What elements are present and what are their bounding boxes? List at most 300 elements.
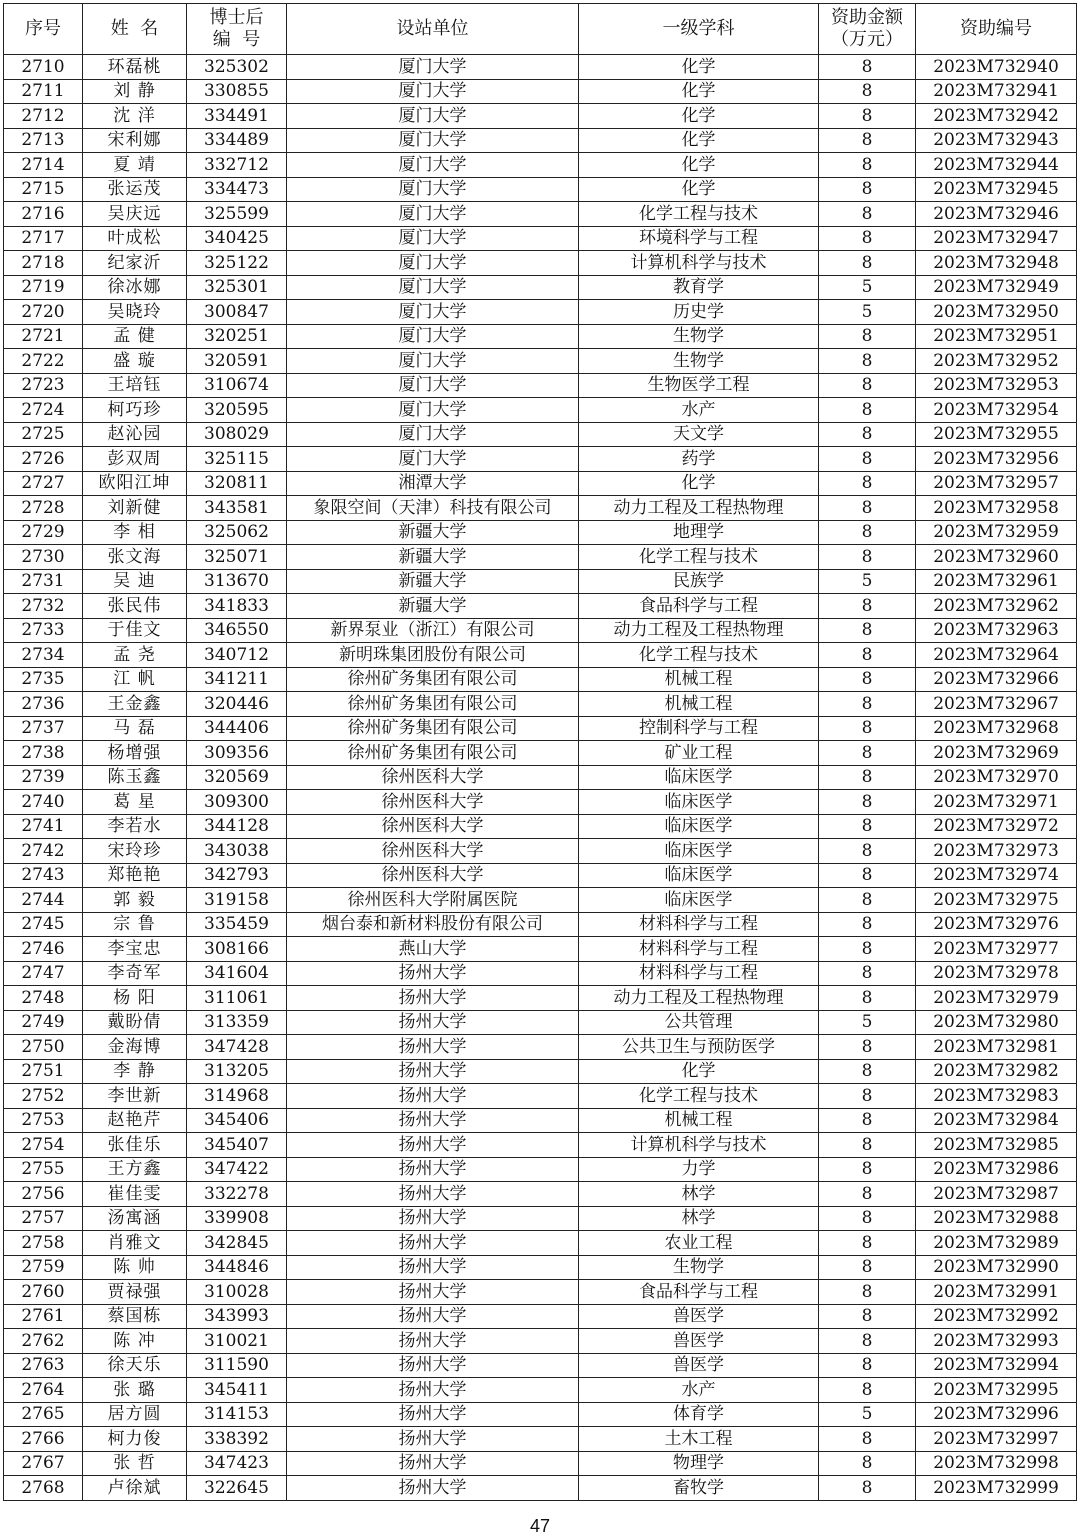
cell-grant-number: 2023M732948 (916, 251, 1077, 276)
cell-postdoc-number: 325115 (187, 447, 287, 472)
cell-postdoc-number: 308029 (187, 422, 287, 447)
cell-name: 夏 靖 (83, 153, 187, 178)
cell-amount: 8 (819, 202, 916, 227)
cell-grant-number: 2023M732970 (916, 765, 1077, 790)
header-postdoc-number-line2: 编 号 (212, 29, 261, 50)
cell-unit: 厦门大学 (287, 447, 579, 472)
cell-postdoc-number: 339908 (187, 1206, 287, 1231)
cell-postdoc-number: 341604 (187, 961, 287, 986)
cell-amount: 5 (819, 275, 916, 300)
cell-unit: 徐州矿务集团有限公司 (287, 667, 579, 692)
cell-discipline: 化学 (579, 104, 819, 129)
cell-amount: 8 (819, 594, 916, 619)
cell-name: 李 静 (83, 1059, 187, 1084)
cell-postdoc-number: 343581 (187, 496, 287, 521)
cell-discipline: 教育学 (579, 275, 819, 300)
cell-discipline: 机械工程 (579, 692, 819, 717)
cell-grant-number: 2023M732972 (916, 814, 1077, 839)
cell-grant-number: 2023M732947 (916, 226, 1077, 251)
cell-grant-number: 2023M732940 (916, 55, 1077, 80)
cell-postdoc-number: 347423 (187, 1451, 287, 1476)
cell-discipline: 兽医学 (579, 1329, 819, 1354)
cell-grant-number: 2023M732986 (916, 1157, 1077, 1182)
cell-discipline: 农业工程 (579, 1231, 819, 1256)
cell-discipline: 材料科学与工程 (579, 912, 819, 937)
table-row (4, 741, 1077, 766)
cell-amount: 8 (819, 520, 916, 545)
cell-amount: 8 (819, 226, 916, 251)
cell-unit: 厦门大学 (287, 202, 579, 227)
cell-amount: 8 (819, 251, 916, 276)
cell-unit: 扬州大学 (287, 1378, 579, 1403)
cell-name: 金海博 (83, 1035, 187, 1060)
cell-discipline: 化学 (579, 177, 819, 202)
cell-unit: 扬州大学 (287, 1157, 579, 1182)
table-row (4, 1451, 1077, 1476)
cell-amount: 8 (819, 545, 916, 570)
cell-amount: 8 (819, 863, 916, 888)
cell-seq: 2762 (4, 1329, 83, 1354)
cell-seq: 2713 (4, 128, 83, 153)
cell-grant-number: 2023M732943 (916, 128, 1077, 153)
cell-seq: 2716 (4, 202, 83, 227)
cell-name: 沈 洋 (83, 104, 187, 129)
header-postdoc-number (187, 4, 287, 55)
cell-unit: 扬州大学 (287, 1133, 579, 1158)
cell-postdoc-number: 325122 (187, 251, 287, 276)
cell-unit: 扬州大学 (287, 1108, 579, 1133)
cell-postdoc-number: 313205 (187, 1059, 287, 1084)
cell-seq: 2761 (4, 1304, 83, 1329)
cell-postdoc-number: 342793 (187, 863, 287, 888)
header-unit: 设站单位 (287, 4, 579, 55)
cell-postdoc-number: 342845 (187, 1231, 287, 1256)
cell-name: 张佳乐 (83, 1133, 187, 1158)
cell-amount: 8 (819, 153, 916, 178)
cell-amount: 8 (819, 667, 916, 692)
header-row (4, 4, 1077, 55)
cell-amount: 8 (819, 1329, 916, 1354)
cell-discipline: 药学 (579, 447, 819, 472)
cell-discipline: 化学 (579, 55, 819, 80)
cell-postdoc-number: 347422 (187, 1157, 287, 1182)
cell-seq: 2732 (4, 594, 83, 619)
cell-amount: 8 (819, 128, 916, 153)
cell-name: 王方鑫 (83, 1157, 187, 1182)
cell-grant-number: 2023M732997 (916, 1427, 1077, 1452)
cell-grant-number: 2023M732960 (916, 545, 1077, 570)
cell-postdoc-number: 310674 (187, 373, 287, 398)
cell-amount: 8 (819, 986, 916, 1011)
cell-seq: 2728 (4, 496, 83, 521)
cell-grant-number: 2023M732966 (916, 667, 1077, 692)
cell-name: 陈 冲 (83, 1329, 187, 1354)
cell-unit: 扬州大学 (287, 961, 579, 986)
cell-unit: 新界泵业（浙江）有限公司 (287, 618, 579, 643)
cell-postdoc-number: 341833 (187, 594, 287, 619)
cell-unit: 厦门大学 (287, 226, 579, 251)
cell-amount: 8 (819, 790, 916, 815)
cell-name: 宋玲珍 (83, 839, 187, 864)
table-row (4, 1353, 1077, 1378)
cell-seq: 2743 (4, 863, 83, 888)
cell-unit: 厦门大学 (287, 153, 579, 178)
table-row (4, 1084, 1077, 1109)
cell-name: 宋利娜 (83, 128, 187, 153)
cell-grant-number: 2023M732983 (916, 1084, 1077, 1109)
cell-postdoc-number: 313359 (187, 1010, 287, 1035)
cell-unit: 扬州大学 (287, 986, 579, 1011)
award-table-container (3, 3, 1076, 1501)
cell-postdoc-number: 325301 (187, 275, 287, 300)
cell-seq: 2720 (4, 300, 83, 325)
cell-discipline: 兽医学 (579, 1353, 819, 1378)
cell-unit: 厦门大学 (287, 55, 579, 80)
header-amount (819, 4, 916, 55)
cell-postdoc-number: 314968 (187, 1084, 287, 1109)
cell-amount: 8 (819, 324, 916, 349)
cell-discipline: 计算机科学与技术 (579, 251, 819, 276)
cell-postdoc-number: 346550 (187, 618, 287, 643)
cell-postdoc-number: 332712 (187, 153, 287, 178)
cell-seq: 2766 (4, 1427, 83, 1452)
table-row (4, 545, 1077, 570)
cell-amount: 8 (819, 447, 916, 472)
cell-postdoc-number: 313670 (187, 569, 287, 594)
table-row (4, 202, 1077, 227)
cell-grant-number: 2023M732957 (916, 471, 1077, 496)
cell-amount: 8 (819, 1084, 916, 1109)
cell-discipline: 动力工程及工程热物理 (579, 496, 819, 521)
table-row (4, 643, 1077, 668)
cell-name: 杨增强 (83, 741, 187, 766)
cell-grant-number: 2023M732980 (916, 1010, 1077, 1035)
cell-postdoc-number: 310028 (187, 1280, 287, 1305)
cell-name: 吴 迪 (83, 569, 187, 594)
cell-unit: 厦门大学 (287, 128, 579, 153)
table-row (4, 1378, 1077, 1403)
cell-name: 葛 星 (83, 790, 187, 815)
cell-name: 赵艳芹 (83, 1108, 187, 1133)
cell-grant-number: 2023M732944 (916, 153, 1077, 178)
cell-name: 李奇军 (83, 961, 187, 986)
cell-seq: 2741 (4, 814, 83, 839)
cell-postdoc-number: 311590 (187, 1353, 287, 1378)
cell-postdoc-number: 343993 (187, 1304, 287, 1329)
cell-grant-number: 2023M732963 (916, 618, 1077, 643)
cell-unit: 扬州大学 (287, 1084, 579, 1109)
cell-discipline: 体育学 (579, 1402, 819, 1427)
cell-amount: 8 (819, 1451, 916, 1476)
cell-discipline: 控制科学与工程 (579, 716, 819, 741)
cell-name: 郑艳艳 (83, 863, 187, 888)
table-row (4, 447, 1077, 472)
cell-seq: 2723 (4, 373, 83, 398)
header-amount-line2: （万元） (831, 29, 903, 50)
table-row (4, 1255, 1077, 1280)
cell-unit: 扬州大学 (287, 1255, 579, 1280)
cell-amount: 8 (819, 1255, 916, 1280)
cell-postdoc-number: 343038 (187, 839, 287, 864)
table-row (4, 814, 1077, 839)
table-row (4, 1402, 1077, 1427)
table-row (4, 667, 1077, 692)
cell-grant-number: 2023M732979 (916, 986, 1077, 1011)
cell-grant-number: 2023M732998 (916, 1451, 1077, 1476)
table-row (4, 422, 1077, 447)
cell-discipline: 林学 (579, 1206, 819, 1231)
cell-postdoc-number: 340712 (187, 643, 287, 668)
table-row (4, 1231, 1077, 1256)
cell-discipline: 临床医学 (579, 839, 819, 864)
cell-amount: 8 (819, 765, 916, 790)
cell-discipline: 力学 (579, 1157, 819, 1182)
cell-unit: 厦门大学 (287, 324, 579, 349)
cell-amount: 8 (819, 692, 916, 717)
cell-discipline: 物理学 (579, 1451, 819, 1476)
cell-postdoc-number: 325302 (187, 55, 287, 80)
table-body (4, 55, 1077, 1501)
cell-name: 肖雅文 (83, 1231, 187, 1256)
cell-postdoc-number: 338392 (187, 1427, 287, 1452)
cell-grant-number: 2023M732994 (916, 1353, 1077, 1378)
cell-seq: 2721 (4, 324, 83, 349)
cell-postdoc-number: 310021 (187, 1329, 287, 1354)
cell-name: 崔佳雯 (83, 1182, 187, 1207)
table-row (4, 1427, 1077, 1452)
cell-grant-number: 2023M732975 (916, 888, 1077, 913)
cell-unit: 徐州医科大学 (287, 863, 579, 888)
cell-amount: 8 (819, 1133, 916, 1158)
award-table (3, 3, 1077, 1501)
cell-name: 张运茂 (83, 177, 187, 202)
cell-name: 陈 帅 (83, 1255, 187, 1280)
cell-seq: 2731 (4, 569, 83, 594)
table-row (4, 961, 1077, 986)
cell-grant-number: 2023M732974 (916, 863, 1077, 888)
cell-postdoc-number: 309300 (187, 790, 287, 815)
cell-seq: 2760 (4, 1280, 83, 1305)
table-row (4, 373, 1077, 398)
cell-amount: 8 (819, 55, 916, 80)
cell-discipline: 材料科学与工程 (579, 961, 819, 986)
table-row (4, 912, 1077, 937)
cell-grant-number: 2023M732942 (916, 104, 1077, 129)
cell-seq: 2725 (4, 422, 83, 447)
cell-seq: 2734 (4, 643, 83, 668)
cell-postdoc-number: 320811 (187, 471, 287, 496)
cell-discipline: 地理学 (579, 520, 819, 545)
cell-unit: 扬州大学 (287, 1353, 579, 1378)
table-row (4, 324, 1077, 349)
cell-unit: 徐州医科大学 (287, 814, 579, 839)
cell-name: 欧阳江坤 (83, 471, 187, 496)
cell-unit: 扬州大学 (287, 1206, 579, 1231)
cell-discipline: 材料科学与工程 (579, 937, 819, 962)
table-row (4, 1108, 1077, 1133)
table-row (4, 520, 1077, 545)
cell-grant-number: 2023M732977 (916, 937, 1077, 962)
cell-postdoc-number: 325071 (187, 545, 287, 570)
table-row (4, 398, 1077, 423)
cell-discipline: 林学 (579, 1182, 819, 1207)
cell-postdoc-number: 320569 (187, 765, 287, 790)
cell-unit: 厦门大学 (287, 300, 579, 325)
cell-discipline: 化学 (579, 1059, 819, 1084)
cell-seq: 2729 (4, 520, 83, 545)
table-row (4, 986, 1077, 1011)
cell-postdoc-number: 308166 (187, 937, 287, 962)
cell-seq: 2756 (4, 1182, 83, 1207)
cell-unit: 新疆大学 (287, 545, 579, 570)
cell-discipline: 化学工程与技术 (579, 545, 819, 570)
cell-discipline: 水产 (579, 1378, 819, 1403)
cell-name: 江 帆 (83, 667, 187, 692)
cell-amount: 8 (819, 349, 916, 374)
cell-seq: 2724 (4, 398, 83, 423)
cell-amount: 8 (819, 1108, 916, 1133)
cell-seq: 2765 (4, 1402, 83, 1427)
header-name: 姓 名 (83, 4, 187, 55)
cell-amount: 8 (819, 1378, 916, 1403)
cell-seq: 2736 (4, 692, 83, 717)
cell-discipline: 化学工程与技术 (579, 1084, 819, 1109)
cell-amount: 8 (819, 961, 916, 986)
cell-grant-number: 2023M732969 (916, 741, 1077, 766)
table-row (4, 1157, 1077, 1182)
cell-amount: 8 (819, 1353, 916, 1378)
cell-discipline: 生物学 (579, 349, 819, 374)
cell-grant-number: 2023M732991 (916, 1280, 1077, 1305)
cell-postdoc-number: 325599 (187, 202, 287, 227)
cell-name: 叶成松 (83, 226, 187, 251)
cell-unit: 徐州矿务集团有限公司 (287, 692, 579, 717)
cell-name: 吴庆远 (83, 202, 187, 227)
cell-discipline: 环境科学与工程 (579, 226, 819, 251)
cell-name: 张文海 (83, 545, 187, 570)
cell-unit: 厦门大学 (287, 398, 579, 423)
cell-grant-number: 2023M732962 (916, 594, 1077, 619)
cell-grant-number: 2023M732967 (916, 692, 1077, 717)
table-row (4, 692, 1077, 717)
cell-postdoc-number: 340425 (187, 226, 287, 251)
cell-name: 马 磊 (83, 716, 187, 741)
header-amount-line1: 资助金额 (831, 7, 903, 28)
cell-unit: 厦门大学 (287, 275, 579, 300)
cell-unit: 徐州医科大学 (287, 765, 579, 790)
cell-name: 孟 健 (83, 324, 187, 349)
cell-seq: 2757 (4, 1206, 83, 1231)
cell-name: 戴盼倩 (83, 1010, 187, 1035)
cell-discipline: 天文学 (579, 422, 819, 447)
cell-grant-number: 2023M732952 (916, 349, 1077, 374)
table-row (4, 569, 1077, 594)
cell-seq: 2767 (4, 1451, 83, 1476)
cell-seq: 2749 (4, 1010, 83, 1035)
cell-name: 卢徐斌 (83, 1476, 187, 1501)
table-row (4, 1329, 1077, 1354)
cell-unit: 象限空间（天津）科技有限公司 (287, 496, 579, 521)
cell-amount: 8 (819, 1182, 916, 1207)
cell-seq: 2712 (4, 104, 83, 129)
cell-amount: 8 (819, 912, 916, 937)
cell-seq: 2751 (4, 1059, 83, 1084)
cell-discipline: 食品科学与工程 (579, 1280, 819, 1305)
cell-amount: 8 (819, 422, 916, 447)
cell-name: 李世新 (83, 1084, 187, 1109)
cell-name: 张 璐 (83, 1378, 187, 1403)
cell-amount: 8 (819, 398, 916, 423)
cell-grant-number: 2023M732953 (916, 373, 1077, 398)
cell-grant-number: 2023M732973 (916, 839, 1077, 864)
cell-amount: 8 (819, 1231, 916, 1256)
header-grant-number: 资助编号 (916, 4, 1077, 55)
cell-seq: 2739 (4, 765, 83, 790)
cell-seq: 2747 (4, 961, 83, 986)
cell-seq: 2754 (4, 1133, 83, 1158)
cell-name: 柯巧珍 (83, 398, 187, 423)
cell-discipline: 水产 (579, 398, 819, 423)
cell-unit: 扬州大学 (287, 1231, 579, 1256)
cell-discipline: 化学工程与技术 (579, 643, 819, 668)
cell-name: 李宝忠 (83, 937, 187, 962)
cell-grant-number: 2023M732941 (916, 79, 1077, 104)
cell-name: 盛 璇 (83, 349, 187, 374)
cell-seq: 2764 (4, 1378, 83, 1403)
cell-seq: 2746 (4, 937, 83, 962)
cell-amount: 8 (819, 1280, 916, 1305)
cell-grant-number: 2023M732988 (916, 1206, 1077, 1231)
cell-unit: 扬州大学 (287, 1329, 579, 1354)
cell-name: 赵沁园 (83, 422, 187, 447)
cell-discipline: 土木工程 (579, 1427, 819, 1452)
cell-unit: 新疆大学 (287, 594, 579, 619)
cell-name: 于佳文 (83, 618, 187, 643)
cell-name: 贾禄强 (83, 1280, 187, 1305)
table-row (4, 104, 1077, 129)
cell-amount: 8 (819, 937, 916, 962)
cell-amount: 8 (819, 496, 916, 521)
cell-postdoc-number: 320595 (187, 398, 287, 423)
cell-name: 汤寓涵 (83, 1206, 187, 1231)
cell-postdoc-number: 314153 (187, 1402, 287, 1427)
table-row (4, 863, 1077, 888)
cell-postdoc-number: 322645 (187, 1476, 287, 1501)
table-row (4, 128, 1077, 153)
cell-amount: 8 (819, 1035, 916, 1060)
cell-unit: 扬州大学 (287, 1035, 579, 1060)
table-row (4, 888, 1077, 913)
cell-discipline: 动力工程及工程热物理 (579, 986, 819, 1011)
cell-postdoc-number: 334491 (187, 104, 287, 129)
cell-postdoc-number: 320446 (187, 692, 287, 717)
cell-unit: 厦门大学 (287, 349, 579, 374)
cell-grant-number: 2023M732982 (916, 1059, 1077, 1084)
cell-unit: 扬州大学 (287, 1427, 579, 1452)
table-row (4, 1059, 1077, 1084)
table-row (4, 716, 1077, 741)
table-row (4, 300, 1077, 325)
cell-amount: 8 (819, 643, 916, 668)
cell-seq: 2719 (4, 275, 83, 300)
cell-grant-number: 2023M732946 (916, 202, 1077, 227)
cell-grant-number: 2023M732996 (916, 1402, 1077, 1427)
table-row (4, 496, 1077, 521)
cell-unit: 扬州大学 (287, 1476, 579, 1501)
cell-seq: 2735 (4, 667, 83, 692)
cell-postdoc-number: 334473 (187, 177, 287, 202)
cell-amount: 8 (819, 1206, 916, 1231)
